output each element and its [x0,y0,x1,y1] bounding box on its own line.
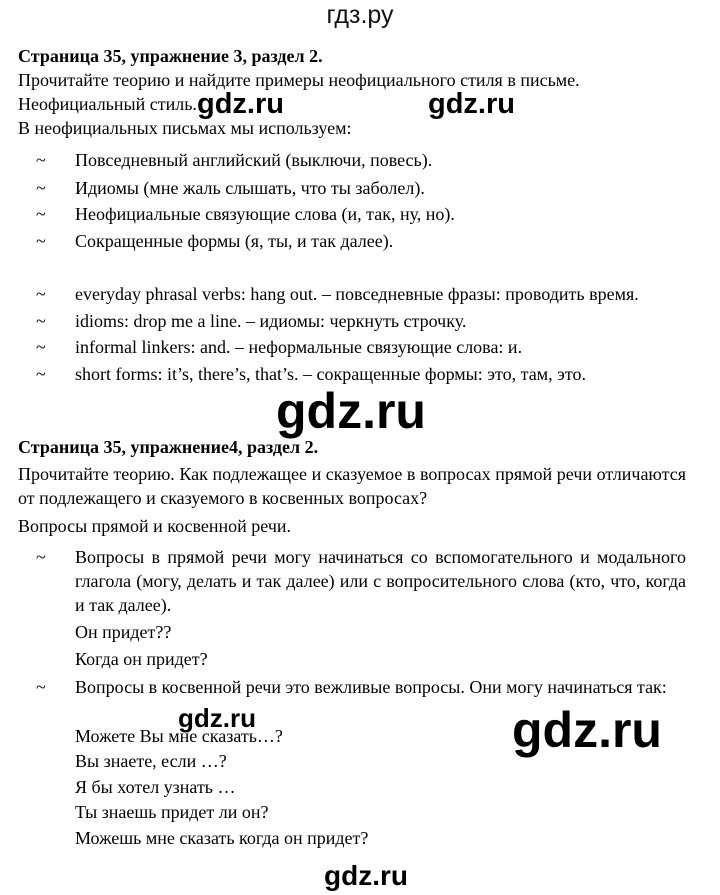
section2-task: Прочитайте теорию. Как подлежащее и сказуемое в вопросах прямой речи отличаются от подлежащего и сказуемого в косвенных вопросах? [18,464,686,508]
bullet-tilde: ~ [36,284,46,304]
example-line: Он придет?? [75,622,172,642]
watermark: gdz.ru [324,860,408,891]
bullet-tilde: ~ [36,311,46,331]
list-item: everyday phrasal verbs: hang out. – повседневные фразы: проводить время. [75,284,639,304]
list-item: Идиомы (мне жаль слышать, что ты заболел). [75,178,425,198]
bullet-tilde: ~ [36,204,46,224]
example-line: Можешь мне сказать когда он придет? [75,828,369,848]
watermark: gdz.ru [512,702,662,758]
example-line: Я бы хотел узнать … [75,777,236,797]
bullet-tilde: ~ [36,150,46,170]
example-line: Ты знаешь придет ли он? [75,802,269,822]
section1-intro: В неофициальных письмах мы используем: [18,118,352,138]
bullet-tilde: ~ [36,231,46,251]
list-item: informal linkers: and. – неформальные связующие слова: и. [75,337,523,357]
section1-task: Прочитайте теорию и найдите примеры неофициального стиля в письме. [18,70,580,90]
bullet-tilde: ~ [36,364,46,384]
watermark: gdz.ru [197,88,284,120]
site-header: гдз.ру [326,1,394,29]
list-item: Вопросы в косвенной речи это вежливые вопросы. Они могу начинаться так: [75,677,667,697]
bullet-tilde: ~ [36,337,46,357]
list-item: short forms: it’s, there’s, that’s. – сокращенные формы: это, там, это. [75,364,586,384]
list-item: Сокращенные формы (я, ты, и так далее). [75,231,394,251]
section1-label: Неофициальный стиль. [18,94,197,114]
list-item: Вопросы в прямой речи могу начинаться со вспомогательного и модального глагола (могу, делать и так далее) или с вопросительного слова (кто, что, когда и так далее). [75,547,686,615]
bullet-tilde: ~ [36,547,46,567]
section1-title: Страница 35, упражнение 3, раздел 2. [18,46,323,66]
example-line: Можете Вы мне сказать…? [75,726,283,746]
list-item: idioms: drop me a line. – идиомы: черкнуть строчку. [75,311,467,331]
watermark: gdz.ru [178,703,256,733]
section2-title: Страница 35, упражнение4, раздел 2. [18,437,319,457]
section2-label: Вопросы прямой и косвенной речи. [18,516,292,536]
watermark: gdz.ru [428,88,515,120]
bullet-tilde: ~ [36,677,46,697]
example-line: Вы знаете, если …? [75,751,227,771]
list-item: Неофициальные связующие слова (и, так, ну, но). [75,204,455,224]
example-line: Когда он придет? [75,649,208,669]
watermark: gdz.ru [276,383,426,439]
bullet-tilde: ~ [36,178,46,198]
list-item: Повседневный английский (выключи, повесь). [75,150,433,170]
